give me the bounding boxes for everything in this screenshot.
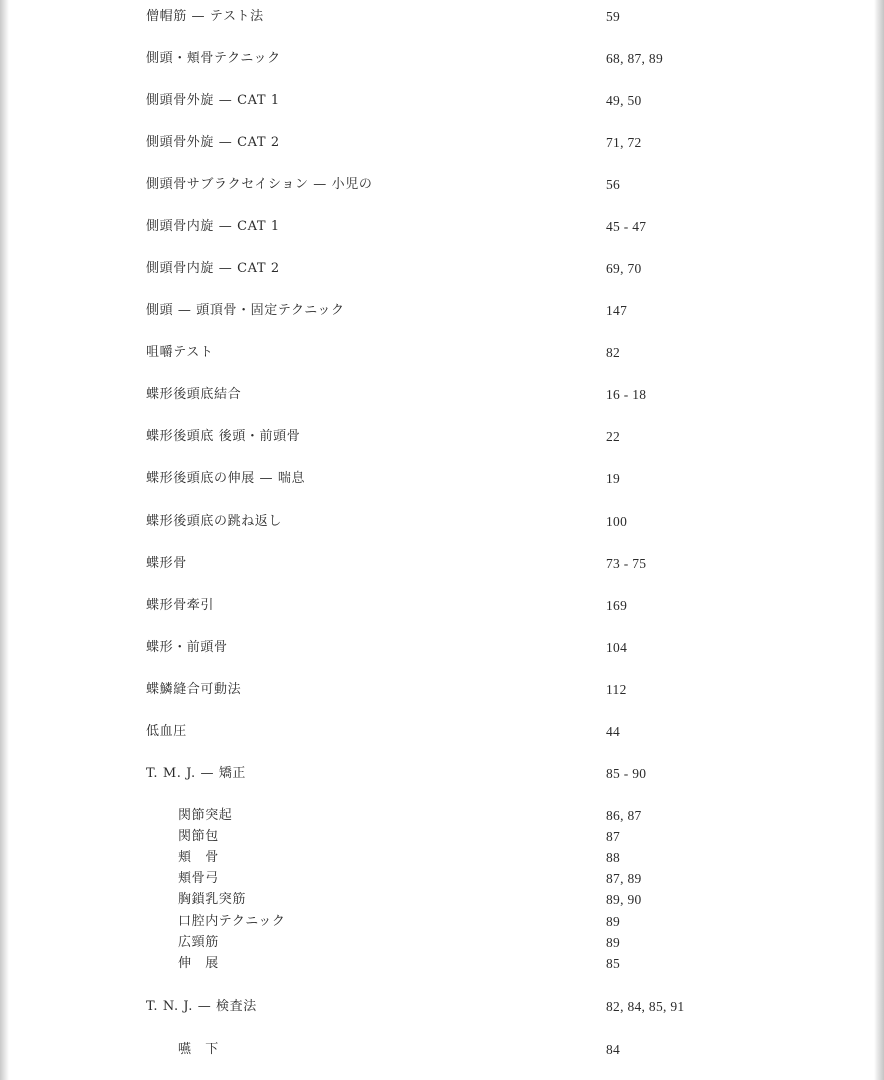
index-term: 蝶鱗縫合可動法 [146, 682, 242, 697]
index-entry [0, 680, 884, 700]
index-entry [0, 133, 884, 153]
index-term: T. N. J. — 検査法 [146, 999, 257, 1014]
index-page-numbers: 89 [606, 935, 621, 950]
index-page-numbers: 68, 87, 89 [606, 51, 663, 66]
index-subterm: 頬 骨 [178, 850, 219, 865]
index-subentry [0, 912, 884, 932]
index-subentry [0, 827, 884, 847]
index-subentry [0, 848, 884, 868]
index-term: 蝶形後頭底の伸展 — 喘息 [146, 471, 306, 486]
index-term: 側頭骨内旋 — CAT 1 [146, 219, 280, 234]
index-subterm: 口腔内テクニック [178, 914, 286, 929]
index-entry [0, 554, 884, 574]
index-entry [0, 512, 884, 532]
index-subterm: 伸 展 [178, 956, 219, 971]
index-page-numbers: 89 [606, 914, 621, 929]
index-term: 側頭・頬骨テクニック [146, 51, 281, 66]
index-page-numbers: 147 [606, 303, 628, 318]
index-subentry [0, 954, 884, 974]
index-term: 蝶形骨 [146, 556, 187, 571]
index-page-numbers: 56 [606, 177, 621, 192]
index-entry [0, 427, 884, 447]
index-page-numbers: 22 [606, 429, 621, 444]
index-entry [0, 91, 884, 111]
index-entry [0, 997, 884, 1017]
index-entry [0, 638, 884, 658]
index-term: T. M. J. — 矯正 [146, 766, 246, 781]
index-page-numbers: 87 [606, 829, 621, 844]
index-page-numbers: 71, 72 [606, 135, 642, 150]
index-page-numbers: 88 [606, 850, 621, 865]
index-term: 蝶形後頭底の跳ね返し [146, 514, 283, 529]
index-entry [0, 175, 884, 195]
index-page-numbers: 89, 90 [606, 892, 642, 907]
index-page-numbers: 82 [606, 345, 621, 360]
index-subterm: 頬骨弓 [178, 871, 219, 886]
index-entry [0, 596, 884, 616]
index-entry [0, 217, 884, 237]
index-page-numbers: 73 - 75 [606, 556, 647, 571]
index-term: 側頭 — 頭頂骨・固定テクニック [146, 303, 345, 318]
index-entry [0, 764, 884, 784]
index-page-numbers: 16 - 18 [606, 387, 647, 402]
index-term: 低血圧 [146, 724, 187, 739]
index-page-numbers: 19 [606, 471, 621, 486]
index-subentry [0, 869, 884, 889]
index-term: 蝶形後頭底 後頭・前頭骨 [146, 429, 301, 444]
index-page-numbers: 59 [606, 9, 621, 24]
index-page-numbers: 49, 50 [606, 93, 642, 108]
index-subterm: 胸鎖乳突筋 [178, 892, 247, 907]
index-term: 蝶形・前頭骨 [146, 640, 228, 655]
index-subterm: 関節突起 [178, 808, 233, 823]
index-subterm: 嚥 下 [178, 1042, 219, 1057]
index-page-numbers: 45 - 47 [606, 219, 647, 234]
index-entry [0, 7, 884, 27]
index-entry [0, 469, 884, 489]
index-entry [0, 722, 884, 742]
index-page-numbers: 104 [606, 640, 628, 655]
index-term: 咀嚼テスト [146, 345, 214, 360]
index-page-numbers: 85 - 90 [606, 766, 647, 781]
index-subterm: 関節包 [178, 829, 219, 844]
index-page-numbers: 86, 87 [606, 808, 642, 823]
index-term: 側頭骨外旋 — CAT 2 [146, 135, 280, 150]
index-page-numbers: 84 [606, 1042, 621, 1057]
index-page-numbers: 82, 84, 85, 91 [606, 999, 685, 1014]
index-entry [0, 259, 884, 279]
index-term: 側頭骨外旋 — CAT 1 [146, 93, 280, 108]
index-entry [0, 301, 884, 321]
index-subentry [0, 933, 884, 953]
index-entry [0, 343, 884, 363]
index-page-numbers: 69, 70 [606, 261, 642, 276]
index-term: 側頭骨サブラクセイション — 小児の [146, 177, 373, 192]
index-page-numbers: 85 [606, 956, 621, 971]
index-entry [0, 385, 884, 405]
index-term: 側頭骨内旋 — CAT 2 [146, 261, 280, 276]
index-term: 蝶形骨牽引 [146, 598, 215, 613]
index-term: 蝶形後頭底結合 [146, 387, 242, 402]
index-page-numbers: 44 [606, 724, 621, 739]
index-entry [0, 49, 884, 69]
index-page-numbers: 169 [606, 598, 628, 613]
index-page-numbers: 100 [606, 514, 628, 529]
index-subterm: 広頸筋 [178, 935, 219, 950]
index-subentry [0, 806, 884, 826]
index-term: 僧帽筋 — テスト法 [146, 9, 264, 24]
index-page-numbers: 87, 89 [606, 871, 642, 886]
index-subentry [0, 1040, 884, 1060]
index-page-numbers: 112 [606, 682, 627, 697]
index-subentry [0, 890, 884, 910]
